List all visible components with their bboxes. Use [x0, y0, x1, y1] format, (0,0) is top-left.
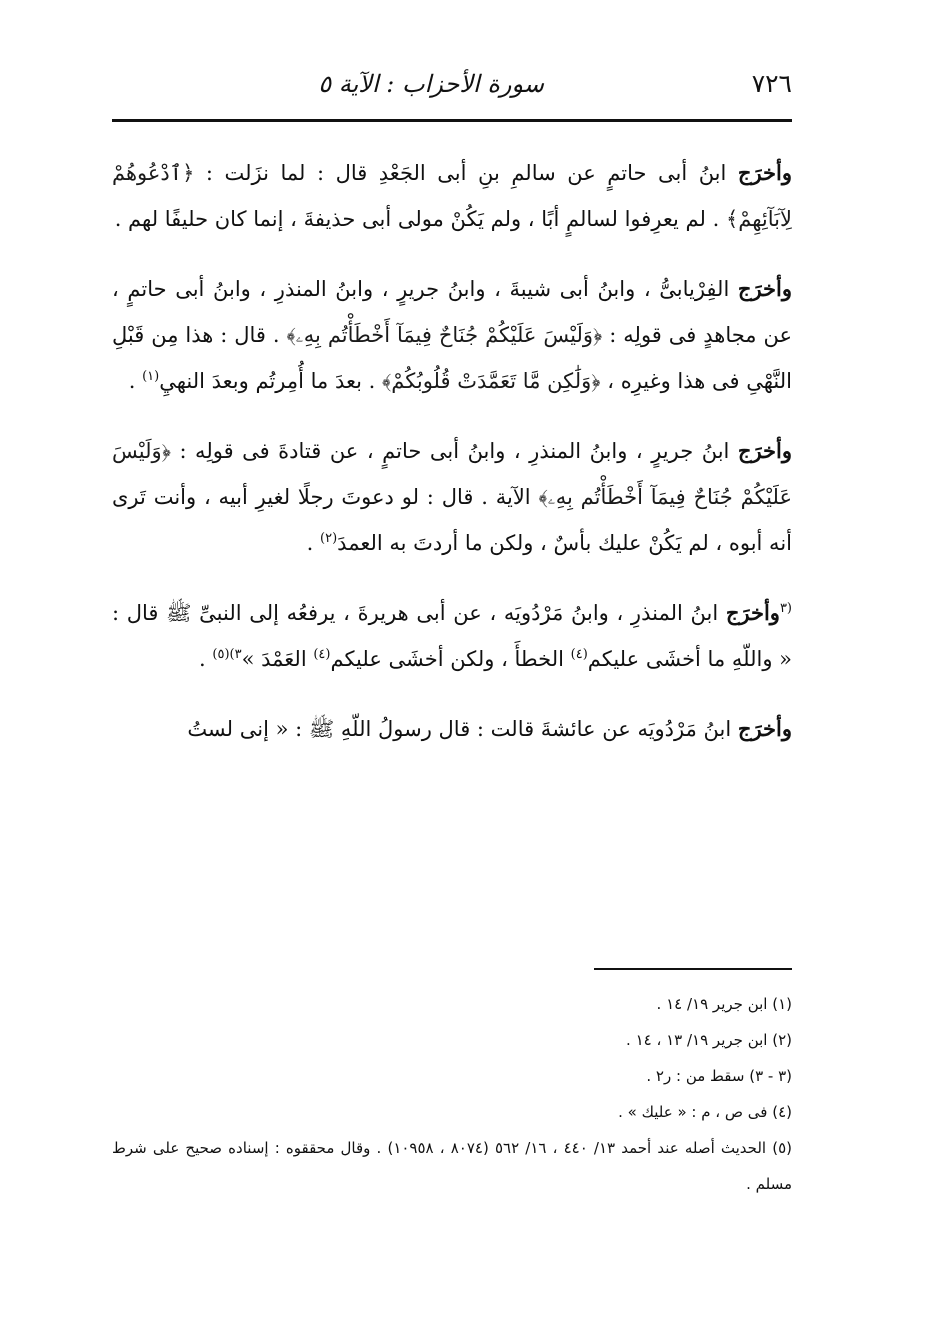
footnote-5: (٥) الحديث أصله عند أحمد ١٣/ ٤٤٠ ، ١٦/ ٥٦٢ (٨٠٧٤ ، ١٠٩٥٨) . وقال محققوه : إسناده صحيح على شرط مسلم .: [112, 1139, 793, 1193]
main-text: [112, 150, 792, 776]
paragraph-text: ابنُ مَرْدُويَه عن عائشةَ قالت : قال رسولُ اللّهِ ﷺ : « إنى لستُ: [187, 717, 738, 741]
paragraph-lead: وأخرَج: [737, 276, 792, 301]
footnote-marker: ٣)(٥): [212, 647, 242, 662]
footnote-marker: (٣: [779, 601, 792, 616]
quran-quote: ﴿وَلَٰكِن مَّا تَعَمَّدَتْ قُلُوبُكُمْ﴾: [381, 369, 601, 393]
page-number: ٧٢٦: [751, 69, 792, 98]
running-title: سورة الأحزاب : الآية ٥: [318, 70, 544, 98]
paragraph-5: [112, 706, 792, 752]
paragraph-text: الخطأَ ، ولكن أخشَى عليكم: [330, 647, 571, 671]
paragraph-4: [112, 590, 792, 682]
footnote-1: (١) ابن جرير ١٩/ ١٤ .: [656, 995, 792, 1013]
quran-quote: ﴿وَلَيْسَ عَلَيْكُمْ جُنَاحٌ فِيمَآ أَخْطَأْتُم بِهِۦ﴾: [112, 439, 792, 509]
paragraph-lead: وأخرَج: [725, 600, 780, 625]
footnote-rule: [594, 968, 792, 970]
paragraph-lead: وأخرَج: [737, 160, 792, 185]
paragraph-2: [112, 266, 792, 404]
paragraph-text: . قال : هذا مِن قَبْلِ النَّهْىِ فى هذا وغيرِه ،: [112, 323, 792, 393]
paragraph-text: .: [128, 369, 143, 393]
quran-quote: ﴿ٱدْعُوهُمْ لِآبَآئِهِمْ﴾: [112, 161, 792, 231]
footnote-marker: (١): [142, 369, 160, 384]
quran-quote: ﴿وَلَيْسَ عَلَيْكُمْ جُنَاحٌ فِيمَآ أَخْطَأْتُم بِهِۦ﴾: [286, 323, 603, 347]
paragraph-1: [112, 150, 792, 242]
footnotes: [112, 986, 792, 1202]
page-header: [112, 66, 792, 106]
paragraph-text: . بعدَ ما أُمِرتُم وبعدَ النهيِ: [159, 369, 382, 393]
paragraph-lead: وأخرَج: [737, 716, 792, 741]
footnote-4: (٤) فى ص ، م : « عليك » .: [618, 1103, 792, 1121]
paragraph-text: .: [199, 647, 213, 671]
paragraph-text: الآية . قال : لو دعوتَ رجلًا لغيرِ أبيه ، وأنت تَرى أنه أبوه ، لم يَكُنْ عليك بأسٌ ، ولكن ما أردتَ به العمدَ: [112, 485, 792, 555]
paragraph-text: الفِرْيابىُّ ، وابنُ أبى شيبةَ ، وابنُ جريرٍ ، وابنُ المنذرِ ، وابنُ أبى حاتمٍ ، عن مجاهدٍ فى قولِه :: [112, 277, 793, 347]
footnote-marker: (٤): [313, 647, 331, 662]
footnote-2: (٢) ابن جرير ١٩/ ١٣ ، ١٤ .: [626, 1031, 792, 1049]
footnote-marker: (٤): [570, 647, 588, 662]
footnote-marker: (٢): [320, 531, 338, 546]
paragraph-text: ابنُ أبى حاتمٍ عن سالمِ بنِ أبى الجَعْدِ قال : لما نزَلت :: [194, 161, 738, 185]
footnote-3: (٣ - ٣) سقط من : ر٢ .: [646, 1067, 792, 1085]
paragraph-text: .: [306, 531, 321, 555]
header-rule: [112, 119, 792, 122]
paragraph-text: . لم يعرِفوا لسالمٍ أبًا ، ولم يَكُنْ مولى أبى حذيفةَ ، إنما كان حليفًا لهم .: [114, 207, 726, 231]
paragraph-text: ابنُ المنذرِ ، وابنُ مَرْدُويَه ، عن أبى هريرةَ ، يرفعُه إلى النبىِّ ﷺ قال : « واللّهِ ما أخشَى عليكم: [112, 601, 792, 671]
paragraph-text: العَمْدَ »: [241, 647, 314, 671]
paragraph-lead: وأخرَج: [737, 438, 792, 463]
paragraph-3: [112, 428, 792, 566]
paragraph-text: ابنُ جريرٍ ، وابنُ المنذرِ ، وابنُ أبى حاتمٍ ، عن قتادةَ فى قولِه :: [170, 439, 738, 463]
